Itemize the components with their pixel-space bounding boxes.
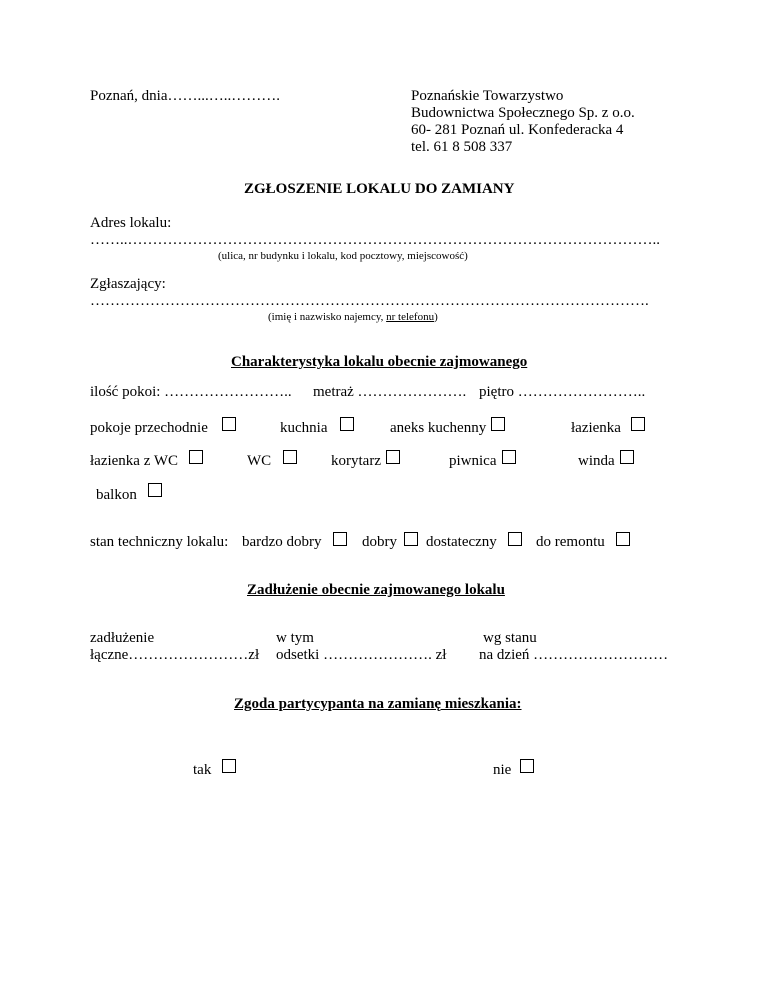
condition-renovation-checkbox[interactable] — [616, 532, 630, 546]
wc-label: WC — [247, 453, 272, 469]
applicant-hint-phone: nr telefonu — [386, 311, 435, 323]
document-title: ZGŁOSZENIE LOKALU DO ZAMIANY — [244, 181, 515, 197]
consent-heading: Zgoda partycypanta na zamianę mieszkania: — [234, 696, 522, 712]
condition-very-good-label: bardzo dobry — [242, 534, 322, 550]
company-phone-line: tel. 61 8 508 337 — [411, 139, 513, 155]
corridor-checkbox[interactable] — [386, 450, 400, 464]
corridor-label: korytarz — [331, 453, 381, 469]
condition-sufficient-label: dostateczny — [426, 534, 497, 550]
consent-yes-label: tak — [193, 762, 212, 778]
company-name-line-2: Budownictwa Społecznego Sp. z o.o. — [411, 105, 635, 121]
debt-interest-field[interactable]: odsetki …………………. zł — [276, 647, 447, 663]
kitchenette-checkbox[interactable] — [491, 417, 505, 431]
basement-label: piwnica — [449, 453, 497, 469]
balcony-label: balkon — [96, 487, 137, 503]
condition-sufficient-checkbox[interactable] — [508, 532, 522, 546]
characteristics-heading: Charakterystyka lokalu obecnie zajmowanego — [231, 354, 528, 370]
applicant-label: Zgłaszający: — [90, 276, 166, 292]
applicant-hint-text: (imię i nazwisko najemcy, — [268, 311, 387, 323]
balcony-checkbox[interactable] — [148, 483, 162, 497]
pass-through-rooms-label: pokoje przechodnie — [90, 420, 208, 436]
applicant-hint — [268, 312, 438, 323]
applicant-dotted-field[interactable]: …………………………………………………………………………………………………. — [90, 293, 649, 309]
bathroom-checkbox[interactable] — [631, 417, 645, 431]
bathroom-label: łazienka — [571, 420, 621, 436]
condition-label: stan techniczny lokalu: — [90, 534, 229, 550]
debt-heading: Zadłużenie obecnie zajmowanego lokalu — [247, 582, 505, 598]
condition-very-good-checkbox[interactable] — [333, 532, 347, 546]
kitchen-label: kuchnia — [280, 420, 328, 436]
debt-as-of-label: wg stanu — [483, 630, 537, 646]
kitchen-checkbox[interactable] — [340, 417, 354, 431]
place-date-field: Poznań, dnia……...…..………. — [90, 88, 280, 104]
address-dotted-field[interactable]: ……..…………………………………………………………………………………………….. — [90, 232, 660, 248]
consent-no-checkbox[interactable] — [520, 759, 534, 773]
pass-through-rooms-checkbox[interactable] — [222, 417, 236, 431]
consent-yes-checkbox[interactable] — [222, 759, 236, 773]
debt-as-of-date-field[interactable]: na dzień ……………………… — [479, 647, 669, 663]
company-address-line: 60- 281 Poznań ul. Konfederacka 4 — [411, 122, 624, 138]
condition-good-checkbox[interactable] — [404, 532, 418, 546]
debt-total-label: zadłużenie — [90, 630, 155, 646]
applicant-hint-close: ) — [434, 311, 438, 323]
debt-total-field[interactable]: łączne……………………zł — [90, 647, 260, 663]
floor-field[interactable]: piętro …………………….. — [479, 384, 646, 400]
wc-checkbox[interactable] — [283, 450, 297, 464]
bathroom-with-wc-checkbox[interactable] — [189, 450, 203, 464]
bathroom-with-wc-label: łazienka z WC — [90, 453, 179, 469]
company-name-line-1: Poznańskie Towarzystwo — [411, 88, 564, 104]
kitchenette-label: aneks kuchenny — [390, 420, 487, 436]
address-hint: (ulica, nr budynku i lokalu, kod pocztowy, miejscowość) — [218, 250, 468, 262]
address-label: Adres lokalu: — [90, 215, 172, 231]
consent-no-label: nie — [493, 762, 512, 778]
debt-interest-label: w tym — [276, 630, 314, 646]
elevator-label: winda — [578, 453, 615, 469]
area-field[interactable]: metraż …………………. — [313, 384, 467, 400]
condition-renovation-label: do remontu — [536, 534, 605, 550]
elevator-checkbox[interactable] — [620, 450, 634, 464]
basement-checkbox[interactable] — [502, 450, 516, 464]
condition-good-label: dobry — [362, 534, 397, 550]
rooms-count-field[interactable]: ilość pokoi: …………………….. — [90, 384, 292, 400]
